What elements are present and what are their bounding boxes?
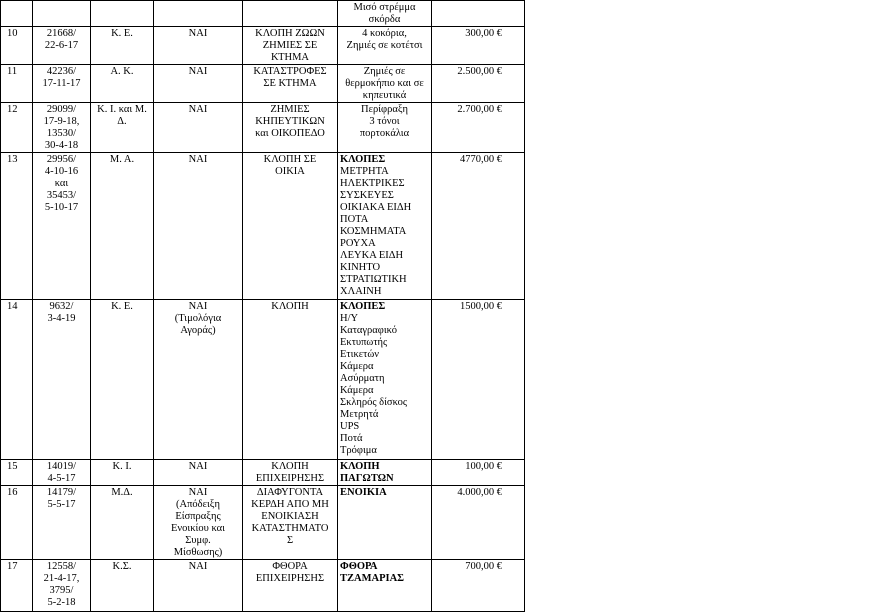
category-line: ΚΗΠΕΥΤΙΚΩΝ: [255, 116, 325, 127]
desc-line: Εκτυπωτής: [340, 337, 388, 348]
table-row: [1, 65, 525, 103]
answer-line: Μίσθωσης): [173, 547, 223, 558]
row-number-cell: [1, 560, 33, 612]
category-line: και ΟΙΚΟΠΕΔΟ: [255, 128, 325, 139]
table-row: [1, 460, 525, 486]
ref-line: 17-9-18,: [43, 116, 80, 127]
category-line: ΟΙΚΙΑ: [275, 166, 305, 177]
reference-cell: [33, 1, 91, 27]
name-cell: [91, 1, 154, 27]
category-line: ΕΠΙΧΕΙΡΗΣΗΣ: [255, 473, 325, 484]
ref-line: 3795/: [49, 585, 74, 596]
row-number: 14: [7, 301, 18, 312]
claims-table-body: [1, 1, 525, 612]
answer-line: (Απόδειξη: [176, 499, 220, 510]
name-cell: [91, 486, 154, 560]
category-line: ΚΤΗΜΑ: [270, 52, 310, 63]
row-number-cell: [1, 27, 33, 65]
amount: 700,00 €: [465, 561, 502, 572]
ref-line: 5-5-17: [47, 499, 76, 510]
desc-line: Ποτά: [340, 433, 363, 444]
category-line: ΚΛΟΠΗ: [271, 461, 309, 472]
answer-cell: [154, 300, 243, 460]
amount-cell: [432, 300, 525, 460]
description-cell: [338, 103, 432, 153]
name-cell: [91, 103, 154, 153]
desc-line: UPS: [340, 421, 360, 432]
answer-line: ΝΑΙ: [188, 154, 208, 165]
category-cell: [243, 1, 338, 27]
ref-line: 29099/: [46, 104, 77, 115]
ref-line: 3-4-19: [47, 313, 76, 324]
amount-cell: [432, 27, 525, 65]
answer-line: Ενοικίου και: [171, 523, 225, 534]
category-cell: [243, 460, 338, 486]
desc-line: Η/Υ: [340, 313, 359, 324]
row-number-cell: [1, 460, 33, 486]
row-number-cell: [1, 486, 33, 560]
ref-line: 9632/: [49, 301, 74, 312]
row-number-cell: [1, 1, 33, 27]
desc-line: Ζημιές σε: [363, 66, 406, 77]
desc-line: σκόρδα: [368, 14, 401, 25]
description-cell: [338, 1, 432, 27]
reference-cell: [33, 300, 91, 460]
category-line: ΕΝΟΙΚΙΑΣΗ: [261, 511, 319, 522]
name-line: Κ. Ι. και Μ.: [97, 104, 147, 115]
category-line: ΖΗΜΙΕΣ ΣΕ: [262, 40, 318, 51]
category-line: ΚΑΤΑΣΤΗΜΑΤΟ: [251, 523, 329, 534]
category-line: ΖΗΜΙΕΣ: [270, 104, 310, 115]
row-number-cell: [1, 153, 33, 300]
amount-cell: [432, 560, 525, 612]
answer-line: ΝΑΙ: [188, 487, 208, 498]
name-line: Μ. Α.: [109, 154, 135, 165]
ref-line: 5-2-18: [47, 597, 76, 608]
answer-cell: [154, 103, 243, 153]
row-number-cell: [1, 300, 33, 460]
category-line: Σ: [286, 535, 294, 546]
desc-line: ΠΑΓΩΤΩΝ: [340, 473, 394, 484]
reference-cell: [33, 486, 91, 560]
name-cell: [91, 65, 154, 103]
desc-line: ΧΛΑΙΝΗ: [340, 286, 382, 297]
answer-line: ΝΑΙ: [188, 28, 208, 39]
ref-line: 17-11-17: [42, 78, 81, 89]
name-cell: [91, 560, 154, 612]
desc-line: Κάμερα: [340, 385, 374, 396]
answer-cell: [154, 460, 243, 486]
name-cell: [91, 460, 154, 486]
ref-line: 35453/: [46, 190, 77, 201]
amount: 2.500,00 €: [457, 66, 502, 77]
name-line: Α. Κ.: [110, 66, 134, 77]
amount-cell: [432, 460, 525, 486]
table-row: [1, 1, 525, 27]
name-cell: [91, 27, 154, 65]
ref-line: 21-4-17,: [43, 573, 80, 584]
table-row: [1, 486, 525, 560]
answer-cell: [154, 560, 243, 612]
ref-line: 12558/: [46, 561, 77, 572]
table-row: [1, 153, 525, 300]
ref-line: και: [54, 178, 69, 189]
ref-line: 4-10-16: [44, 166, 79, 177]
ref-line: 21668/: [46, 28, 77, 39]
desc-line: ΛΕΥΚΑ ΕΙΔΗ: [340, 250, 404, 261]
desc-line: Τρόφιμα: [340, 445, 377, 456]
row-number: 17: [7, 561, 18, 572]
category-cell: [243, 153, 338, 300]
desc-line: Ετικετών: [340, 349, 380, 360]
reference-cell: [33, 103, 91, 153]
answer-cell: [154, 1, 243, 27]
desc-line: ΡΟΥΧΑ: [340, 238, 376, 249]
category-line: ΚΑΤΑΣΤΡΟΦΕΣ: [253, 66, 327, 77]
name-cell: [91, 153, 154, 300]
answer-cell: [154, 27, 243, 65]
ref-line: 13530/: [46, 128, 77, 139]
desc-line: πορτοκάλια: [359, 128, 410, 139]
table-row: [1, 300, 525, 460]
category-cell: [243, 486, 338, 560]
desc-line: ΚΛΟΠΗ: [340, 461, 380, 472]
amount-cell: [432, 65, 525, 103]
desc-line: Περίφραξη: [360, 104, 409, 115]
answer-line: ΝΑΙ: [188, 301, 208, 312]
answer-line: Αγοράς): [180, 325, 216, 336]
category-line: ΦΘΟΡΑ: [272, 561, 308, 572]
answer-line: (Τιμολόγια: [174, 313, 222, 324]
desc-line: Καταγραφικό: [340, 325, 397, 336]
desc-line: Μισό στρέμμα: [353, 2, 416, 13]
desc-line: ΚΙΝΗΤΟ: [340, 262, 381, 273]
category-cell: [243, 27, 338, 65]
amount-cell: [432, 153, 525, 300]
table-row: [1, 560, 525, 612]
desc-line: Ασύρματη: [340, 373, 385, 384]
desc-line: 4 κοκόρια,: [362, 28, 407, 39]
desc-line: ΤΖΑΜΑΡΙΑΣ: [340, 573, 405, 584]
row-number: 11: [7, 66, 18, 77]
description-cell: [338, 486, 432, 560]
reference-cell: [33, 65, 91, 103]
ref-line: 30-4-18: [44, 140, 79, 151]
desc-line: ΗΛΕΚΤΡΙΚΕΣ: [340, 178, 405, 189]
description-cell: [338, 300, 432, 460]
category-cell: [243, 65, 338, 103]
amount: 4770,00 €: [460, 154, 502, 165]
ref-line: 22-6-17: [44, 40, 79, 51]
name-line: Κ. Ε.: [111, 28, 133, 39]
reference-cell: [33, 560, 91, 612]
name-line: Μ.Δ.: [111, 487, 133, 498]
desc-line: κηπευτικά: [362, 90, 407, 101]
amount: 100,00 €: [465, 461, 502, 472]
answer-line: ΝΑΙ: [188, 104, 208, 115]
answer-cell: [154, 153, 243, 300]
desc-line: ΣΥΣΚΕΥΕΣ: [340, 190, 394, 201]
desc-line: ΠΟΤΑ: [340, 214, 369, 225]
answer-line: ΝΑΙ: [188, 561, 208, 572]
row-number-cell: [1, 103, 33, 153]
desc-line: ΕΝΟΙΚΙΑ: [340, 487, 387, 498]
description-cell: [338, 65, 432, 103]
name-line: Κ. Ε.: [111, 301, 133, 312]
category-line: ΕΠΙΧΕΙΡΗΣΗΣ: [255, 573, 325, 584]
row-number: 15: [7, 461, 18, 472]
amount: 4.000,00 €: [457, 487, 502, 498]
category-line: ΔΙΑΦΥΓΟΝΤΑ: [256, 487, 324, 498]
desc-line: ΟΙΚΙΑΚΑ ΕΙΔΗ: [340, 202, 412, 213]
desc-line: θερμοκήπιο και σε: [345, 78, 424, 89]
category-cell: [243, 560, 338, 612]
row-number-cell: [1, 65, 33, 103]
amount-cell: [432, 1, 525, 27]
desc-line: Κάμερα: [340, 361, 374, 372]
ref-line: 5-10-17: [44, 202, 79, 213]
ref-line: 42236/: [46, 66, 77, 77]
category-line: ΣΕ ΚΤΗΜΑ: [263, 78, 317, 89]
row-number: 16: [7, 487, 18, 498]
name-line: Κ.Σ.: [112, 561, 132, 572]
description-cell: [338, 460, 432, 486]
desc-line: ΚΟΣΜΗΜΑΤΑ: [340, 226, 407, 237]
description-cell: [338, 560, 432, 612]
amount: 300,00 €: [465, 28, 502, 39]
ref-line: 29956/: [46, 154, 77, 165]
name-line: Κ. Ι.: [112, 461, 132, 472]
row-number: 12: [7, 104, 18, 115]
desc-line: ΦΘΟΡΑ: [340, 561, 378, 572]
answer-line: ΝΑΙ: [188, 461, 208, 472]
table-row: [1, 103, 525, 153]
amount-cell: [432, 103, 525, 153]
desc-line: 3 τόνοι: [369, 116, 400, 127]
row-number: 10: [7, 28, 18, 39]
answer-cell: [154, 65, 243, 103]
category-line: ΚΕΡΔΗ ΑΠΟ ΜΗ: [251, 499, 329, 510]
desc-line: Μετρητά: [340, 409, 379, 420]
name-line: Δ.: [117, 116, 127, 127]
answer-cell: [154, 486, 243, 560]
reference-cell: [33, 153, 91, 300]
category-cell: [243, 103, 338, 153]
table-row: [1, 27, 525, 65]
desc-line: ΚΛΟΠΕΣ: [340, 154, 386, 165]
ref-line: 14179/: [46, 487, 77, 498]
desc-line: ΜΕΤΡΗΤΑ: [340, 166, 389, 177]
category-cell: [243, 300, 338, 460]
name-cell: [91, 300, 154, 460]
desc-line: Ζημιές σε κοτέτσι: [346, 40, 423, 51]
answer-line: Είσπραξης: [175, 511, 221, 522]
answer-line: ΝΑΙ: [188, 66, 208, 77]
desc-line: ΣΤΡΑΤΙΩΤΙΚΗ: [340, 274, 407, 285]
amount-cell: [432, 486, 525, 560]
amount: 1500,00 €: [460, 301, 502, 312]
reference-cell: [33, 27, 91, 65]
category-line: ΚΛΟΠΗ: [271, 301, 309, 312]
desc-line: ΚΛΟΠΕΣ: [340, 301, 386, 312]
ref-line: 4-5-17: [47, 473, 76, 484]
row-number: 13: [7, 154, 18, 165]
desc-line: Σκληρός δίσκος: [340, 397, 408, 408]
amount: 2.700,00 €: [457, 104, 502, 115]
category-line: ΚΛΟΠΗ ΣΕ: [263, 154, 317, 165]
ref-line: 14019/: [46, 461, 77, 472]
answer-line: Συμφ.: [185, 535, 211, 546]
category-line: ΚΛΟΠΗ ΖΩΩΝ: [255, 28, 325, 39]
reference-cell: [33, 460, 91, 486]
description-cell: [338, 153, 432, 300]
description-cell: [338, 27, 432, 65]
